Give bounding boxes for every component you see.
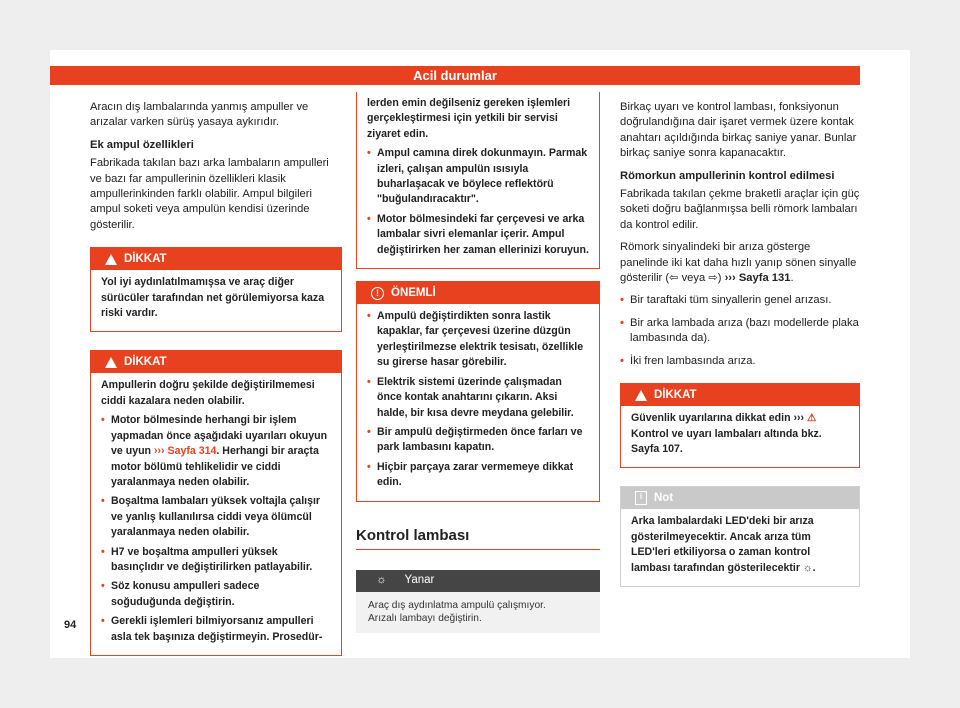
warning-text: lerden emin değilseniz gereken işlemleri gerçekleştirmesi için yetkili bir servisi ziyaret edin.: [367, 97, 571, 140]
list-item: • Bir taraftaki tüm sinyallerin genel arızası.: [620, 293, 860, 308]
info-circle-icon: !: [371, 287, 384, 300]
list-item: • Motor bölmesindeki far çerçevesi ve arka lambalar sivri elemanlar içerir. Ampul değiştirirken her zaman ellerinizi koruyun.: [367, 212, 589, 258]
list-item: • Ampulü değiştirdikten sonra lastik kapaklar, far çerçevesi üzerine düzgün yerleştirilmezse elektrik tesisatı, özellikle su girerse hasar görebilir.: [367, 309, 589, 371]
list-item: • Elektrik sistemi üzerinde çalışmadan önce kontak anahtarını çıkarın. Aksi halde, bir kısa devre meydana gelebilir.: [367, 375, 589, 421]
section-title: Kontrol lambası: [356, 528, 600, 550]
warning-box-continued: [356, 92, 600, 269]
indicator-text: Arızalı lambayı değiştirin.: [368, 613, 482, 625]
page-number: 94: [64, 619, 77, 631]
arrow-left-icon: ⇦: [669, 272, 679, 285]
section-heading: Römorkun ampullerinin kontrol edilmesi: [620, 169, 835, 182]
page-link[interactable]: ››› Sayfa 314: [153, 445, 217, 458]
list-item: • Boşaltma lambaları yüksek voltajla çalışır ve yanlış kullanılırsa ciddi veya ölümcül yaralanmaya neden olabilir.: [101, 494, 331, 540]
warning-icon: [105, 254, 117, 265]
notice-title: ÖNEMLİ: [391, 287, 436, 300]
list-item: • Motor bölmesinde herhangi bir işlem yapmadan önce aşağıdaki uyarıları okuyun ve uyun ››› Sayfa 314. Herhangi bir araçta motor bölümü tehlikelidir ve ciddi yaralanmaya neden olabilir.: [101, 413, 331, 490]
column-3: [620, 100, 860, 587]
paragraph: Römork sinyalindeki bir arıza gösterge panelinde iki kat daha hızlı yanıp sönen sinyalle gösterilir (⇦ veya ⇨) ››› Sayfa 131.: [620, 241, 857, 285]
warning-title: DİKKAT: [654, 389, 697, 402]
indicator-box: [356, 570, 600, 633]
list-item: • H7 ve boşaltma ampulleri yüksek basınçlıdır ve değiştirilirken patlayabilir.: [101, 545, 331, 576]
warning-icon: ⚠: [807, 412, 817, 425]
list-item: • Gerekli işlemleri bilmiyorsanız ampulleri asla tek başınıza değiştirmeyin. Prosedür-: [101, 614, 331, 645]
list-item: • Söz konusu ampulleri sadece soğuduğunda değiştirin.: [101, 579, 331, 610]
warning-title: DİKKAT: [124, 253, 167, 266]
notice-box: [356, 281, 600, 501]
list-item: • İki fren lambasında arıza.: [620, 354, 860, 369]
list-item: • Ampul camına direk dokunmayın. Parmak izleri, çalışan ampulün ısısıyla buharlaşacak ve böylece reflektörü "buğulandıracaktır".: [367, 146, 589, 208]
list-item: • Bir arka lambada arıza (bazı modellerde plaka lambasında da).: [620, 316, 860, 347]
list-item: • Bir ampulü değiştirmeden önce farları ve park lambasını kapatın.: [367, 425, 589, 456]
note-text: Arka lambalardaki LED'deki bir arıza gösterilmeyecektir. Ancak arıza tüm LED'leri etkiliyorsa o zaman kontrol lambası tarafından gösterilecektir ☼.: [631, 515, 816, 574]
warning-text: Yol iyi aydınlatılmamışsa ve araç diğer sürücüler tarafından net görülemiyorsa kaza riski vardır.: [101, 276, 325, 320]
warning-box: [90, 247, 342, 332]
column-2: [356, 92, 600, 633]
note-box: [620, 486, 860, 587]
paragraph: Birkaç uyarı ve kontrol lambası, fonksiyonun doğrulandığına dair işaret vermek üzere kontak anahtarı açıldığında birkaç saniye yanar. Bunlar birkaç saniye sonra kapanacaktır.: [620, 101, 857, 160]
indicator-label: Yanar: [404, 574, 435, 587]
chapter-header: Acil durumlar: [50, 66, 860, 85]
intro-text: Aracın dış lambalarında yanmış ampuller ve arızalar varken sürüş yasaya aykırıdır.: [90, 101, 309, 129]
section-heading: Ek ampul özellikleri: [90, 138, 194, 151]
warning-icon: [635, 390, 647, 401]
warning-text: Güvenlik uyarılarına dikkat edin ››› ⚠ Kontrol ve uyarı lambaları altında bkz. Sayfa 107.: [631, 412, 822, 455]
column-1: [90, 100, 342, 656]
page-link[interactable]: ››› Sayfa 131: [724, 272, 791, 285]
indicator-text: Araç dış aydınlatma ampulü çalışmıyor.: [368, 599, 546, 611]
warning-box: [90, 350, 342, 656]
paragraph: Fabrikada takılan bazı arka lambaların ampulleri ve bazı far ampullerinin özellikleri klasik ampullerinkinden farklı olabilir. Ampul bilgileri ampul soketi veya ampulün kendisi üzerinde gösterilir.: [90, 157, 329, 231]
lamp-icon: ☼: [802, 561, 813, 574]
note-title: Not: [654, 492, 674, 505]
warning-icon: [105, 357, 117, 368]
list-item: • Hiçbir parçaya zarar vermemeye dikkat edin.: [367, 460, 589, 491]
note-icon: i: [635, 491, 647, 505]
warning-box: [620, 383, 860, 468]
warning-lead: Ampullerin doğru şekilde değiştirilmemesi ciddi kazalara neden olabilir.: [101, 379, 315, 407]
lamp-icon: ☼: [376, 574, 387, 587]
warning-title: DİKKAT: [124, 356, 167, 369]
paragraph: Fabrikada takılan çekme braketli araçlar için güç soketi doğru bağlanmışsa belli römork lambaları da kontrol edilir.: [620, 188, 860, 231]
arrow-right-icon: ⇨: [708, 272, 718, 285]
